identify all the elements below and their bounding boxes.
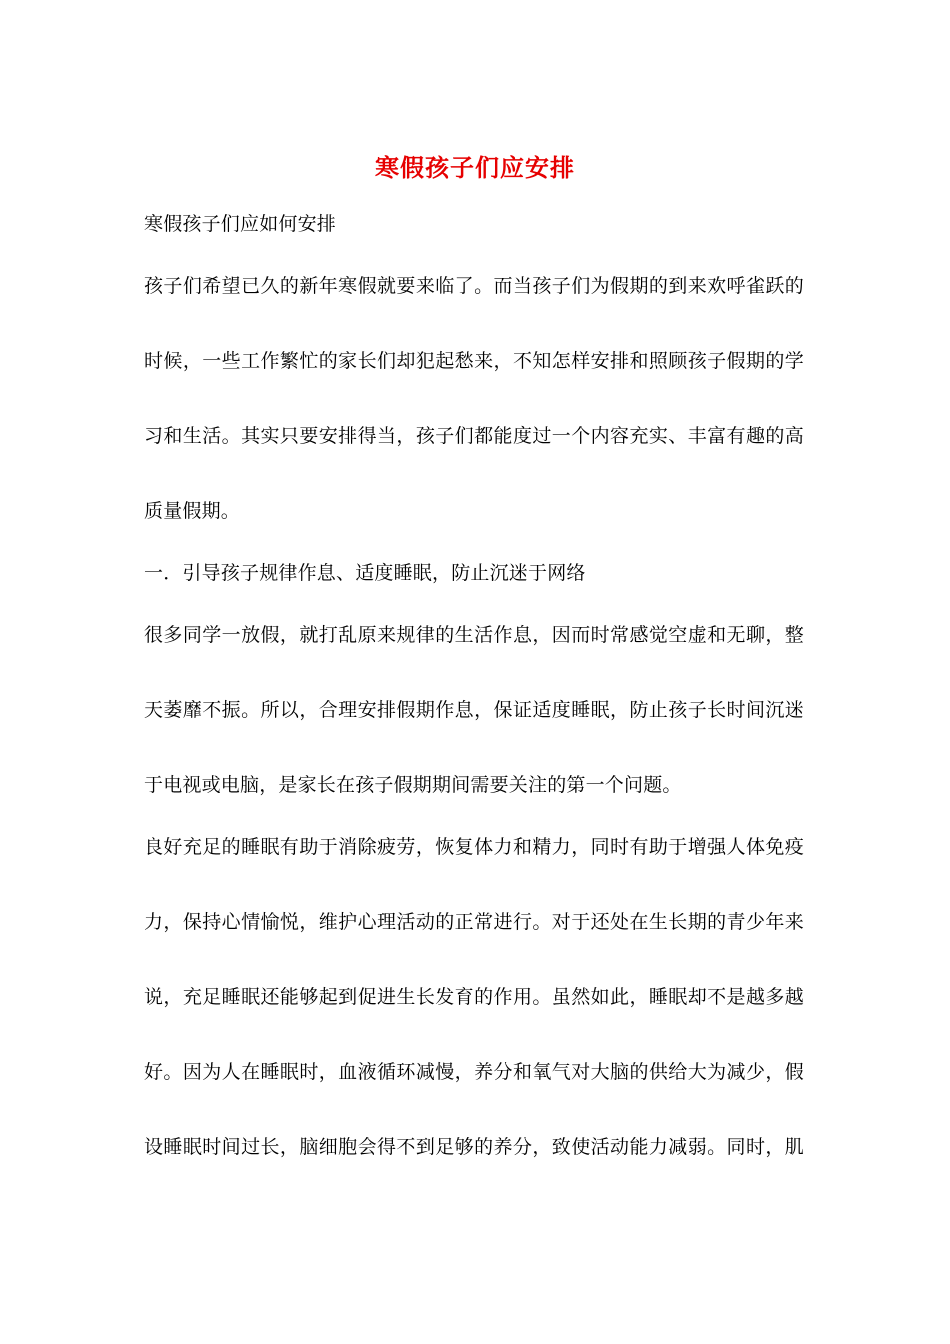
paragraph-3-line-1: 良好充足的睡眠有助于消除疲劳，恢复体力和精力，同时有助于增强人体免疫	[144, 836, 804, 858]
paragraph-3-line-5: 设睡眠时间过长，脑细胞会得不到足够的养分，致使活动能力减弱。同时，肌	[144, 1136, 804, 1158]
paragraph-2-line-2: 天萎靡不振。所以，合理安排假期作息，保证适度睡眠，防止孩子长时间沉迷	[144, 699, 804, 721]
paragraph-3-line-3: 说，充足睡眠还能够起到促进生长发育的作用。虽然如此，睡眠却不是越多越	[144, 986, 804, 1008]
paragraph-3-line-2: 力，保持心情愉悦，维护心理活动的正常进行。对于还处在生长期的青少年来	[144, 911, 804, 933]
paragraph-1-line-4: 质量假期。	[144, 500, 241, 522]
section-1-heading: 一．引导孩子规律作息、适度睡眠，防止沉迷于网络	[144, 562, 586, 584]
paragraph-2-line-1: 很多同学一放假，就打乱原来规律的生活作息，因而时常感觉空虚和无聊，整	[144, 624, 804, 646]
paragraph-1-line-3: 习和生活。其实只要安排得当，孩子们都能度过一个内容充实、丰富有趣的高	[144, 425, 804, 447]
subtitle: 寒假孩子们应如何安排	[144, 213, 337, 235]
paragraph-1-line-1: 孩子们希望已久的新年寒假就要来临了。而当孩子们为假期的到来欢呼雀跃的	[144, 275, 804, 297]
paragraph-2-line-3: 于电视或电脑，是家长在孩子假期期间需要关注的第一个问题。	[144, 774, 682, 796]
paragraph-3-line-4: 好。因为人在睡眠时，血液循环减慢，养分和氧气对大脑的供给大为减少，假	[144, 1061, 804, 1083]
document-title: 寒假孩子们应安排	[375, 154, 575, 182]
paragraph-1-line-2: 时候，一些工作繁忙的家长们却犯起愁来，不知怎样安排和照顾孩子假期的学	[144, 350, 804, 372]
